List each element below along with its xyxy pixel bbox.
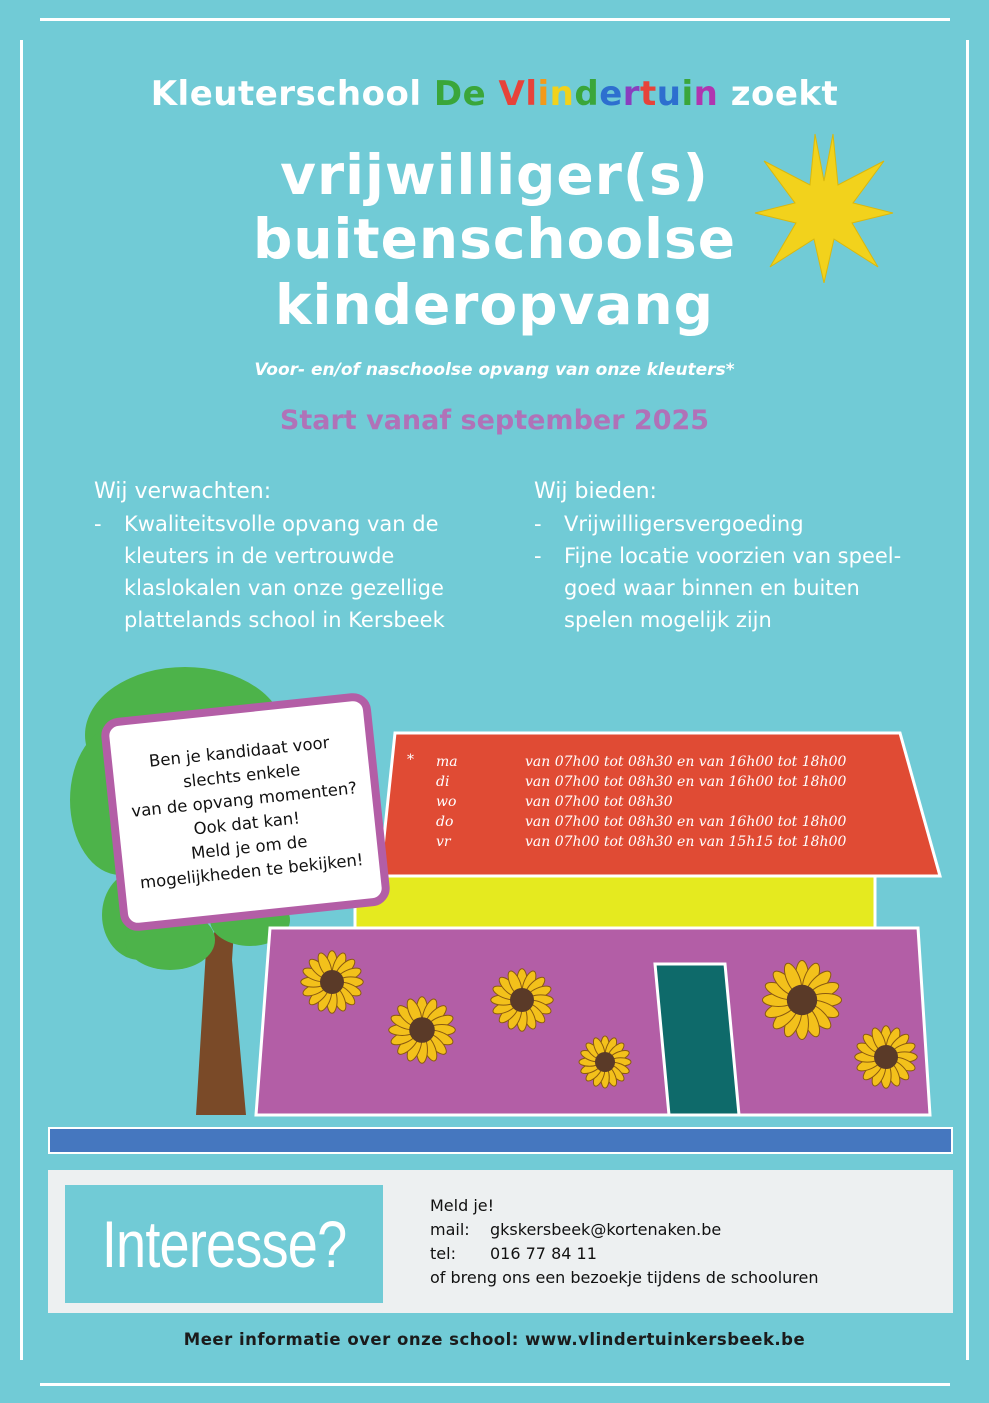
schedule-days	[436, 752, 458, 852]
school-name-letter: l	[525, 74, 538, 114]
subtitle: Voor- en/of naschoolse opvang van onze kleuters*	[254, 360, 735, 380]
offer-item: - Fijne locatie voorzien van speel-goed waar binnen en buiten spelen mogelijk zijn	[534, 540, 934, 636]
schedule-times	[525, 752, 846, 852]
school-name-letter: e	[599, 74, 623, 114]
school-name-letter: i	[681, 74, 694, 114]
schedule-day: ma	[436, 754, 458, 770]
start-date: Start vanaf september 2025	[279, 405, 710, 436]
contact-details	[430, 1194, 819, 1290]
schedule-day: vr	[436, 834, 451, 850]
sunflower-icon	[301, 951, 363, 1013]
contact-cta: Meld je!	[430, 1196, 495, 1215]
school-name-letter: V	[498, 74, 526, 114]
title-line-3: kinderopvang	[274, 273, 715, 337]
header-prefix: Kleuterschool	[150, 74, 434, 114]
mail-link[interactable]: gkskersbeek@kortenaken.be	[490, 1220, 722, 1239]
tel-link[interactable]: 016 77 84 11	[490, 1244, 597, 1263]
schedule-time: van 07h00 tot 08h30 en van 16h00 tot 18h00	[525, 814, 847, 830]
schedule-time: van 07h00 tot 08h30 en van 15h15 tot 18h00	[525, 834, 847, 850]
school-name-letter: i	[537, 74, 550, 114]
title-line-2: buitenschoolse	[252, 207, 737, 271]
sign-text: Ben je kandidaat voor slechts enkele van de opvang momenten? Ook dat kan! Meld je om de mogelijkheden te bekijken!	[130, 732, 365, 893]
contact-visit: of breng ons een bezoekje tijdens de schooluren	[430, 1268, 819, 1287]
interest-box	[65, 1185, 383, 1303]
school-name-letter: t	[640, 74, 657, 114]
title-line-1: vrijwilliger(s)	[280, 143, 709, 207]
header-suffix: zoekt	[718, 74, 839, 114]
footer-text[interactable]: Meer informatie over onze school: www.vlindertuinkersbeek.be	[183, 1330, 806, 1349]
expect-item: - Kwaliteitsvolle opvang van de kleuters in de vertrouwde klaslokalen van onze gezellige plattelands school in Kersbeek	[94, 508, 494, 636]
interest-heading: Interesse?	[101, 1207, 347, 1281]
ground-band	[48, 1127, 953, 1154]
school-name-letter: n	[549, 74, 575, 114]
sunflower-icon	[855, 1026, 917, 1088]
contact-mail-row	[430, 1218, 819, 1242]
school-name-letter: e	[462, 74, 487, 114]
tel-label: tel:	[430, 1244, 456, 1263]
school-name-letter: u	[656, 74, 682, 114]
school-name-letter: d	[574, 74, 600, 114]
school-name-letter: r	[622, 74, 641, 114]
sunflower-icon	[491, 969, 553, 1031]
offer-heading: Wij bieden:	[534, 479, 657, 504]
door	[655, 964, 739, 1115]
schedule-day: wo	[436, 794, 457, 810]
sunflower-icon	[762, 960, 841, 1039]
school-name-letter: D	[433, 74, 463, 114]
info-sign	[100, 691, 392, 932]
offer-item: - Vrijwilligersvergoeding	[534, 508, 934, 540]
contact-tel-row	[430, 1242, 819, 1266]
sunflower-icon	[389, 997, 456, 1064]
schedule-time: van 07h00 tot 08h30 en van 16h00 tot 18h00	[525, 774, 847, 790]
sunflower-icon	[579, 1036, 631, 1088]
mail-label: mail:	[430, 1220, 470, 1239]
expect-heading: Wij verwachten:	[94, 479, 272, 504]
schedule-day: do	[436, 814, 454, 830]
schedule-marker: *	[407, 752, 414, 768]
school-name-letter: n	[693, 74, 719, 114]
schedule-time: van 07h00 tot 08h30 en van 16h00 tot 18h00	[525, 754, 847, 770]
schedule-time: van 07h00 tot 08h30	[525, 794, 673, 810]
schedule-day: di	[436, 774, 450, 790]
